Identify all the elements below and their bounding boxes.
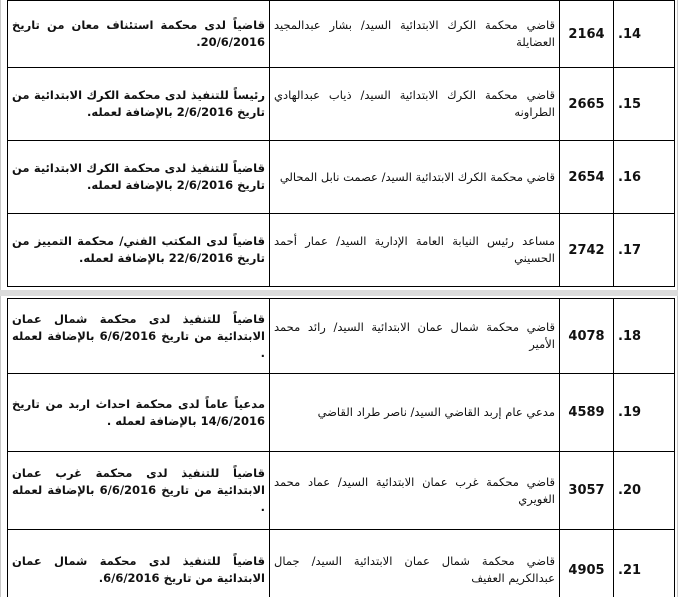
judge-code: 2164: [560, 1, 614, 68]
judge-code: 4905: [560, 530, 614, 597]
judge-position: قاضي محكمة شمال عمان الابتدائية السيد/ جمال عبدالكريم العفيف: [270, 530, 560, 597]
judge-position: قاضي محكمة شمال عمان الابتدائية السيد/ رائد محمد الأمير: [270, 299, 560, 374]
table-row: [8, 1, 675, 68]
assignment-note: قاضياً للتنفيذ لدى محكمة شمال عمان الابتدائية من تاريخ 6/6/2016 بالإضافة لعمله .: [8, 299, 270, 374]
judge-code: 2665: [560, 68, 614, 141]
judge-position: قاضي محكمة الكرك الابتدائية السيد/ عصمت نابل المحالي: [270, 141, 560, 214]
row-number: .18: [614, 299, 675, 374]
assignment-note: قاضياً للتنفيذ لدى محكمة الكرك الابتدائية من تاريخ 2/6/2016 بالإضافة لعمله.: [8, 141, 270, 214]
row-number: .21: [614, 530, 675, 597]
row-number: .20: [614, 452, 675, 530]
judge-position: مدعي عام إربد القاضي السيد/ ناصر طراد القاضي: [270, 374, 560, 452]
assignment-note: مدعياً عاماً لدى محكمة احداث اربد من تاريخ 14/6/2016 بالإضافة لعمله .: [8, 374, 270, 452]
table-row: [8, 299, 675, 374]
row-number: .15: [614, 68, 675, 141]
assignment-note: قاضياً للتنفيذ لدى محكمة غرب عمان الابتدائية من تاريخ 6/6/2016 بالإضافة لعمله .: [8, 452, 270, 530]
table-row: [8, 530, 675, 597]
row-number: .17: [614, 214, 675, 287]
table-row: [8, 374, 675, 452]
assignment-note: قاضياً لدى المكتب الفني/ محكمة التمييز من تاريخ 22/6/2016 بالإضافة لعمله.: [8, 214, 270, 287]
table-row: [8, 141, 675, 214]
judge-position: قاضي محكمة الكرك الابتدائية السيد/ بشار عبدالمجيد العضايلة: [270, 1, 560, 68]
judge-code: 2742: [560, 214, 614, 287]
judge-code: 4589: [560, 374, 614, 452]
assignment-note: قاضياً لدى محكمة استئناف معان من تاريخ 20/6/2016.: [8, 1, 270, 68]
row-number: .19: [614, 374, 675, 452]
table-row: [8, 452, 675, 530]
appointments-table-bottom: [7, 298, 675, 597]
row-number: .16: [614, 141, 675, 214]
judge-code: 4078: [560, 299, 614, 374]
assignment-note: قاضياً للتنفيذ لدى محكمة شمال عمان الابتدائية من تاريخ 6/6/2016.: [8, 530, 270, 597]
judge-position: قاضي محكمة غرب عمان الابتدائية السيد/ عماد محمد الغويري: [270, 452, 560, 530]
judge-code: 3057: [560, 452, 614, 530]
judge-position: مساعد رئيس النيابة العامة الإدارية السيد/ عمار أحمد الحسيني: [270, 214, 560, 287]
table-row: [8, 214, 675, 287]
appointments-table-top: [7, 0, 675, 287]
judge-code: 2654: [560, 141, 614, 214]
table-row: [8, 68, 675, 141]
judge-position: قاضي محكمة الكرك الابتدائية السيد/ ذياب عبدالهادي الطراونه: [270, 68, 560, 141]
row-number: .14: [614, 1, 675, 68]
assignment-note: رئيساً للتنفيذ لدى محكمة الكرك الابتدائية من تاريخ 2/6/2016 بالإضافة لعمله.: [8, 68, 270, 141]
